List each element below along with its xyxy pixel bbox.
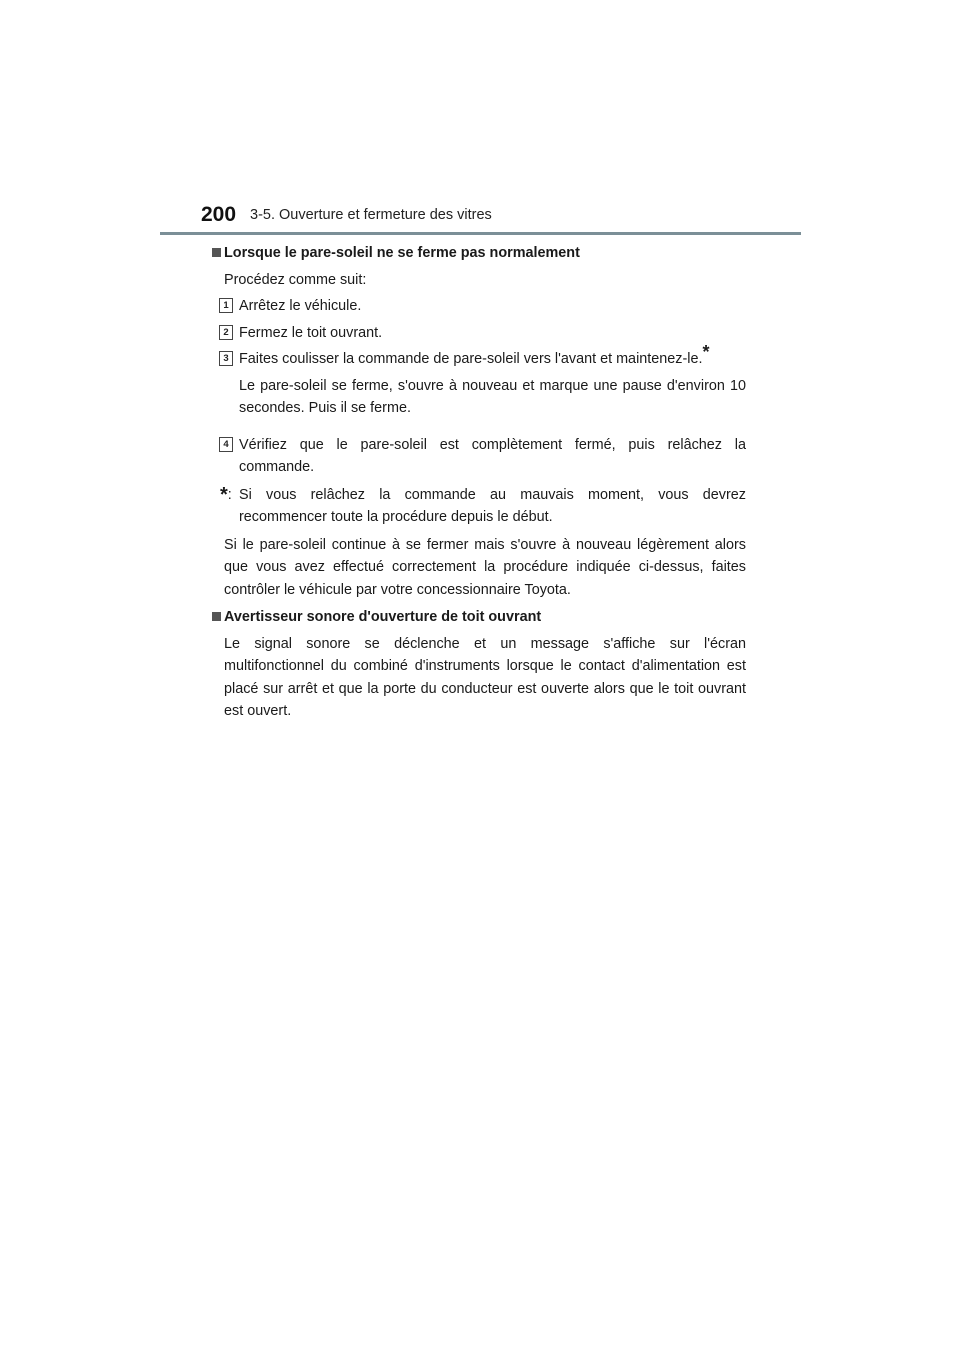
step-2 (212, 322, 746, 345)
section-title: 3-5. Ouverture et fermeture des vitres (250, 207, 492, 223)
closing-paragraph: Si le pare-soleil continue à se fermer mais s'ouvre à nouveau légèrement alors que vous avez effectué correctement la procédure indiquée ci-dessus, faites contrôler le véhicule par votre concessionnaire Toyota. (224, 536, 746, 598)
footnote-marker (220, 484, 232, 507)
footnote (212, 484, 746, 529)
section-heading-text: Avertisseur sonore d'ouverture de toit ouvrant (224, 609, 542, 626)
step-number-box: 3 (219, 351, 233, 366)
step-number-box: 2 (219, 325, 233, 340)
step-text: Vérifiez que le pare-soleil est complètement fermé, puis relâchez la commande. (239, 436, 746, 476)
buzzer-description: Le signal sonore se déclenche et un message s'affiche sur l'écran multifonctionnel du combiné d'instruments lorsque le contact d'alimentation est placé sur arrêt et que la porte du conducteur est ouverte alors que le toit ouvrant est ouvert. (224, 635, 746, 720)
step-text: Fermez le toit ouvrant. (239, 324, 383, 341)
page-number: 200 (201, 203, 237, 226)
footnote-colon: : (227, 486, 232, 503)
procedure-intro: Procédez comme suit: (224, 271, 367, 288)
footnote-asterisk-icon: * (702, 342, 710, 362)
section-heading-sunshade (212, 242, 746, 265)
square-bullet-icon (212, 248, 221, 257)
square-bullet-icon (212, 612, 221, 621)
step-3-detail: Le pare-soleil se ferme, s'ouvre à nouveau et marque une pause d'environ 10 secondes. Puis il se ferme. (239, 377, 746, 416)
step-3 (212, 342, 746, 371)
footnote-asterisk-icon: * (220, 483, 228, 506)
section-heading-buzzer (212, 606, 746, 629)
step-number-box: 4 (219, 437, 233, 452)
step-1 (212, 295, 746, 318)
footnote-text: Si vous relâchez la commande au mauvais moment, vous devrez recommencer toute la procédure depuis le début. (239, 486, 746, 526)
step-number-box: 1 (219, 298, 233, 313)
step-4 (212, 434, 746, 479)
step-text: Faites coulisser la commande de pare-soleil vers l'avant et maintenez-le. (239, 351, 703, 367)
header-divider (160, 232, 801, 235)
section-heading-text: Lorsque le pare-soleil ne se ferme pas normalement (224, 245, 580, 261)
page-content (212, 242, 746, 723)
page-header (0, 0, 960, 240)
step-text: Arrêtez le véhicule. (239, 298, 362, 314)
